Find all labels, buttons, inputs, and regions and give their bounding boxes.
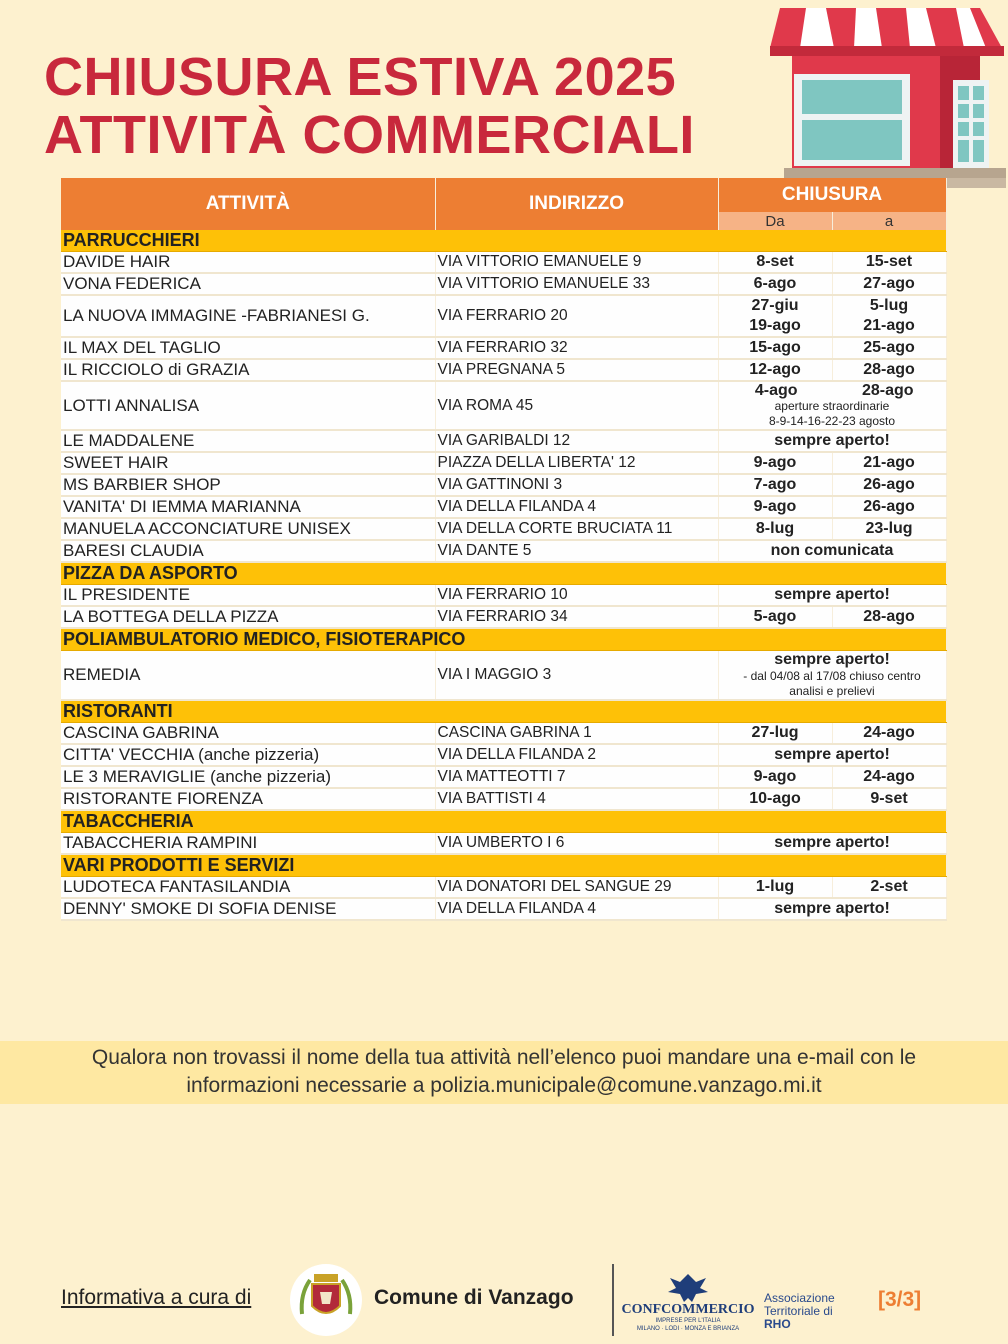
closure-to (832, 788, 946, 810)
header-indirizzo: INDIRIZZO (435, 178, 718, 230)
closure-status (718, 585, 946, 607)
closure-to (832, 518, 946, 540)
business-name: CITTA' VECCHIA (anche pizzeria) (61, 744, 435, 766)
closure-note: analisi e prelievi (789, 684, 875, 698)
closure-to-value: 21-ago (863, 454, 915, 471)
category-label: PIZZA DA ASPORTO (61, 562, 946, 585)
closure-to (832, 273, 946, 295)
business-name: SWEET HAIR (61, 452, 435, 474)
assoc-line1: Associazione (764, 1291, 835, 1305)
closure-status-text: sempre aperto! (774, 834, 890, 851)
closure-status (718, 898, 946, 920)
closure-to-value: 26-ago (863, 498, 915, 515)
header-chiusura: CHIUSURA (718, 178, 946, 212)
business-name: VONA FEDERICA (61, 273, 435, 295)
business-name: LA NUOVA IMMAGINE -FABRIANESI G. (61, 295, 435, 337)
closure-from (718, 452, 832, 474)
business-address: VIA ROMA 45 (435, 381, 718, 430)
closure-status (718, 651, 946, 701)
closure-from-value: 9-ago (753, 454, 797, 471)
business-name: LE MADDALENE (61, 430, 435, 452)
category-row (61, 854, 946, 877)
table-row (61, 496, 946, 518)
business-name: BARESI CLAUDIA (61, 540, 435, 562)
table-row (61, 585, 946, 607)
business-address: VIA DONATORI DEL SANGUE 29 (435, 877, 718, 899)
closure-from (718, 359, 832, 381)
closure-to-value: 23-lug (865, 520, 913, 537)
closure-from (718, 766, 832, 788)
closure-to (832, 337, 946, 359)
closure-to-value: 28-ago (863, 608, 915, 625)
closure-status-text: sempre aperto! (774, 432, 890, 449)
table-row (61, 430, 946, 452)
closure-status (718, 833, 946, 855)
closure-from-value: 5-ago (753, 608, 797, 625)
category-label: POLIAMBULATORIO MEDICO, FISIOTERAPICO (61, 628, 946, 651)
closure-to (832, 766, 946, 788)
table-row (61, 877, 946, 899)
comune-coat-of-arms-icon (290, 1264, 362, 1336)
table-row (61, 474, 946, 496)
business-address: PIAZZA DELLA LIBERTA' 12 (435, 452, 718, 474)
category-row (61, 230, 946, 252)
business-address: VIA FERRARIO 20 (435, 295, 718, 337)
comune-name: Comune di Vanzago (374, 1286, 574, 1309)
business-name: MANUELA ACCONCIATURE UNISEX (61, 518, 435, 540)
closure-from-value-2: 19-ago (749, 317, 801, 334)
closure-to-value: 27-ago (863, 275, 915, 292)
closure-note: aperture straordinarie (774, 399, 890, 413)
header-attivita: ATTIVITÀ (61, 178, 435, 230)
table-row (61, 252, 946, 274)
closure-from-value: 9-ago (753, 498, 797, 515)
closure-from-value: 1-lug (755, 878, 795, 895)
table-row (61, 518, 946, 540)
closure-note: 8-9-14-16-22-23 agosto (768, 414, 896, 428)
category-label: TABACCHERIA (61, 810, 946, 833)
info-banner-line1: Qualora non trovassi il nome della tua attività nell’elenco puoi mandare una e-mail con le (91, 1046, 917, 1069)
confcommercio-name: CONFCOMMERCIO (621, 1302, 755, 1317)
table-row (61, 788, 946, 810)
business-name: IL PRESIDENTE (61, 585, 435, 607)
closure-to (832, 252, 946, 274)
closure-to (832, 359, 946, 381)
category-row (61, 562, 946, 585)
closure-status-text: non comunicata (770, 542, 894, 559)
business-address: VIA FERRARIO 34 (435, 606, 718, 628)
closure-status (718, 540, 946, 562)
closure-from (718, 337, 832, 359)
closure-to-value: 24-ago (863, 724, 915, 741)
category-row (61, 628, 946, 651)
business-address: VIA BATTISTI 4 (435, 788, 718, 810)
table-row (61, 766, 946, 788)
business-address: VIA DELLA FILANDA 4 (435, 496, 718, 518)
table-row (61, 452, 946, 474)
category-row (61, 700, 946, 723)
closure-from (718, 606, 832, 628)
business-address: VIA FERRARIO 10 (435, 585, 718, 607)
table-row (61, 606, 946, 628)
header-a: a (832, 212, 946, 230)
closure-to (832, 474, 946, 496)
category-label: VARI PRODOTTI E SERVIZI (61, 854, 946, 877)
business-address: VIA FERRARIO 32 (435, 337, 718, 359)
closure-from (718, 295, 832, 337)
closure-to-value: 26-ago (863, 476, 915, 493)
business-address: VIA DELLA FILANDA 4 (435, 898, 718, 920)
table-row (61, 540, 946, 562)
closure-from-value: 8-lug (755, 520, 795, 537)
closure-status-text: sempre aperto! (774, 586, 890, 603)
closure-dates (718, 381, 946, 430)
closure-status-text: sempre aperto! (774, 746, 890, 763)
closure-from (718, 496, 832, 518)
table-row (61, 359, 946, 381)
closure-from (718, 474, 832, 496)
confcommercio-sub2: MILANO · LODI · MONZA E BRIANZA (636, 1326, 740, 1332)
business-address: VIA GATTINONI 3 (435, 474, 718, 496)
business-address: VIA VITTORIO EMANUELE 33 (435, 273, 718, 295)
closure-to: 28-ago (861, 382, 914, 399)
closure-from-value: 27-lug (751, 724, 799, 741)
closure-from (718, 788, 832, 810)
closure-to (832, 877, 946, 899)
closure-to-value: 28-ago (863, 361, 915, 378)
business-address: VIA VITTORIO EMANUELE 9 (435, 252, 718, 274)
closure-from: 4-ago (754, 382, 798, 399)
closure-to-value: 9-set (870, 790, 908, 807)
business-name: TABACCHERIA RAMPINI (61, 833, 435, 855)
credits-text: Informativa a cura di (61, 1286, 252, 1309)
closure-from-value: 12-ago (749, 361, 801, 378)
header-da: Da (718, 212, 832, 230)
closure-status-text: sempre aperto! (774, 900, 890, 917)
business-address: VIA PREGNANA 5 (435, 359, 718, 381)
closure-to-value-2: 21-ago (863, 317, 915, 334)
shop-illustration-icon (770, 0, 1006, 196)
closure-from (718, 723, 832, 745)
closure-from-value: 6-ago (753, 275, 797, 292)
footer-divider (612, 1264, 614, 1336)
business-address: VIA I MAGGIO 3 (435, 651, 718, 701)
table-row (61, 651, 946, 701)
closure-to (832, 606, 946, 628)
business-name: IL RICCIOLO di GRAZIA (61, 359, 435, 381)
business-name: DAVIDE HAIR (61, 252, 435, 274)
table-row (61, 381, 946, 430)
closure-from-value: 9-ago (753, 768, 797, 785)
table-row (61, 337, 946, 359)
closure-to (832, 452, 946, 474)
page-number: [3/3] (878, 1288, 922, 1311)
closure-to (832, 295, 946, 337)
closure-to-value: 15-set (865, 253, 913, 270)
table-row (61, 744, 946, 766)
closure-to (832, 496, 946, 518)
category-label: RISTORANTI (61, 700, 946, 723)
assoc-line3: RHO (764, 1317, 791, 1331)
business-address: VIA GARIBALDI 12 (435, 430, 718, 452)
table-row (61, 898, 946, 920)
business-name: CASCINA GABRINA (61, 723, 435, 745)
confcommercio-logo (618, 1268, 758, 1338)
closure-to (832, 723, 946, 745)
closure-to-value: 2-set (870, 878, 908, 895)
closure-to-value: 24-ago (863, 768, 915, 785)
business-address: VIA DELLA FILANDA 2 (435, 744, 718, 766)
associazione-rho (764, 1292, 835, 1331)
business-name: LUDOTECA FANTASILANDIA (61, 877, 435, 899)
business-address: VIA UMBERTO I 6 (435, 833, 718, 855)
business-address: VIA DELLA CORTE BRUCIATA 11 (435, 518, 718, 540)
closure-status (718, 744, 946, 766)
table-row (61, 273, 946, 295)
business-name: LOTTI ANNALISA (61, 381, 435, 430)
business-name: REMEDIA (61, 651, 435, 701)
closure-status (718, 430, 946, 452)
business-name: LE 3 MERAVIGLIE (anche pizzeria) (61, 766, 435, 788)
confcommercio-sub1: IMPRESE PER L'ITALIA (655, 1318, 721, 1324)
closure-from (718, 273, 832, 295)
closure-from (718, 518, 832, 540)
closure-from-value: 15-ago (749, 339, 801, 356)
info-banner-line2: informazioni necessarie a polizia.municipale@comune.vanzago.mi.it (186, 1074, 822, 1097)
closures-table (61, 178, 947, 921)
closure-from-value: 7-ago (753, 476, 797, 493)
table-row (61, 295, 946, 337)
business-name: DENNY' SMOKE DI SOFIA DENISE (61, 898, 435, 920)
business-name: RISTORANTE FIORENZA (61, 788, 435, 810)
business-name: IL MAX DEL TAGLIO (61, 337, 435, 359)
closure-from-value: 8-set (756, 253, 794, 270)
business-address: CASCINA GABRINA 1 (435, 723, 718, 745)
closure-from-value: 10-ago (749, 790, 801, 807)
business-address: VIA DANTE 5 (435, 540, 718, 562)
closure-to-value: 25-ago (863, 339, 915, 356)
closure-to-value: 5-lug (869, 297, 909, 314)
category-label: PARRUCCHIERI (61, 230, 946, 252)
business-name: VANITA' DI IEMMA MARIANNA (61, 496, 435, 518)
closure-from-value: 27-giu (751, 297, 799, 314)
category-row (61, 810, 946, 833)
page-title-line1: CHIUSURA ESTIVA 2025 (44, 47, 677, 107)
closure-status-text: sempre aperto! (774, 651, 890, 668)
business-address: VIA MATTEOTTI 7 (435, 766, 718, 788)
info-banner (0, 1041, 1008, 1104)
closure-from (718, 252, 832, 274)
page-title-line2: ATTIVITÀ COMMERCIALI (44, 105, 695, 165)
closure-note: - dal 04/08 al 17/08 chiuso centro (743, 669, 921, 683)
assoc-line2: Territoriale di (764, 1304, 833, 1318)
footer (0, 1262, 1008, 1344)
business-name: LA BOTTEGA DELLA PIZZA (61, 606, 435, 628)
business-name: MS BARBIER SHOP (61, 474, 435, 496)
table-row (61, 723, 946, 745)
table-row (61, 833, 946, 855)
closure-from (718, 877, 832, 899)
